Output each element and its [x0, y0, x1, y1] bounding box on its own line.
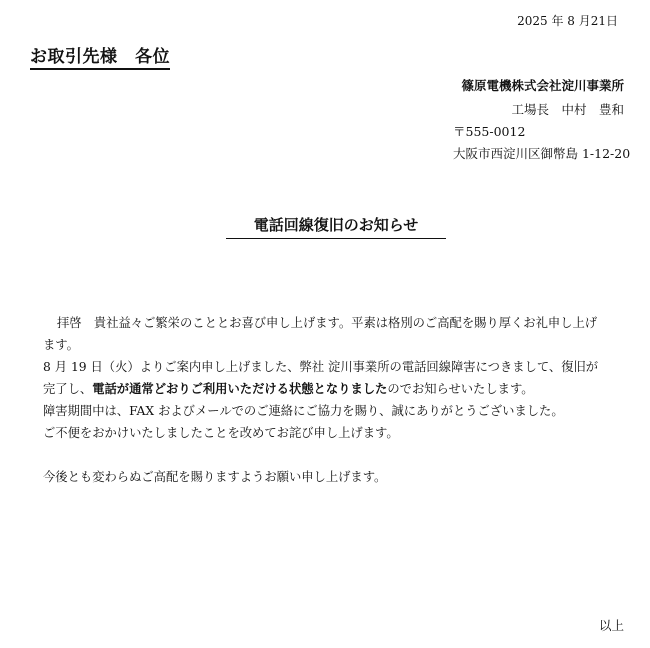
- paragraph-1-line-2: [43, 378, 623, 400]
- paragraph-1-post: のでお知らせいたします。: [387, 382, 534, 396]
- paragraph-spacer: [43, 444, 623, 466]
- paragraph-1-line-1: 8 月 19 日（火）よりご案内申し上げました、弊社 淀川事業所の電話回線障害につきまして、復旧が: [43, 360, 599, 374]
- recipient-heading: お取引先様 各位: [30, 42, 170, 70]
- letter-body: [43, 312, 623, 488]
- paragraph-2: 障害期間中は、FAX およびメールでのご連絡にご協力を賜り、誠にありがとうございました。: [43, 404, 564, 418]
- paragraph-3: ご不便をおかけいたしましたことを改めてお詫び申し上げます。: [43, 426, 399, 440]
- sender-person: 工場長 中村 豊和: [511, 102, 624, 117]
- greeting-line-2: ます。: [43, 338, 79, 352]
- restoration-highlight: 電話が通常どおりご利用いただける状態となりました: [92, 382, 388, 396]
- sender-zip-code: 〒555-0012: [453, 124, 526, 139]
- sender-company: 篠原電機株式会社淀川事業所: [461, 78, 624, 93]
- paragraph-4: 今後とも変わらぬご高配を賜りますようお願い申し上げます。: [43, 470, 387, 484]
- sender-address: 大阪市西淀川区御幣島 1-12-20: [453, 146, 631, 161]
- closing-mark: 以上: [598, 618, 624, 633]
- paragraph-1-pre: 完了し、: [43, 382, 93, 396]
- greeting-line-1: 拝啓 貴社益々ご繁栄のこととお喜び申し上げます。平素は格別のご高配を賜り厚くお礼申し上げ: [57, 316, 598, 330]
- document-date: 2025 年 8 月21日: [517, 14, 618, 28]
- document-subject: 電話回線復旧のお知らせ: [226, 214, 446, 239]
